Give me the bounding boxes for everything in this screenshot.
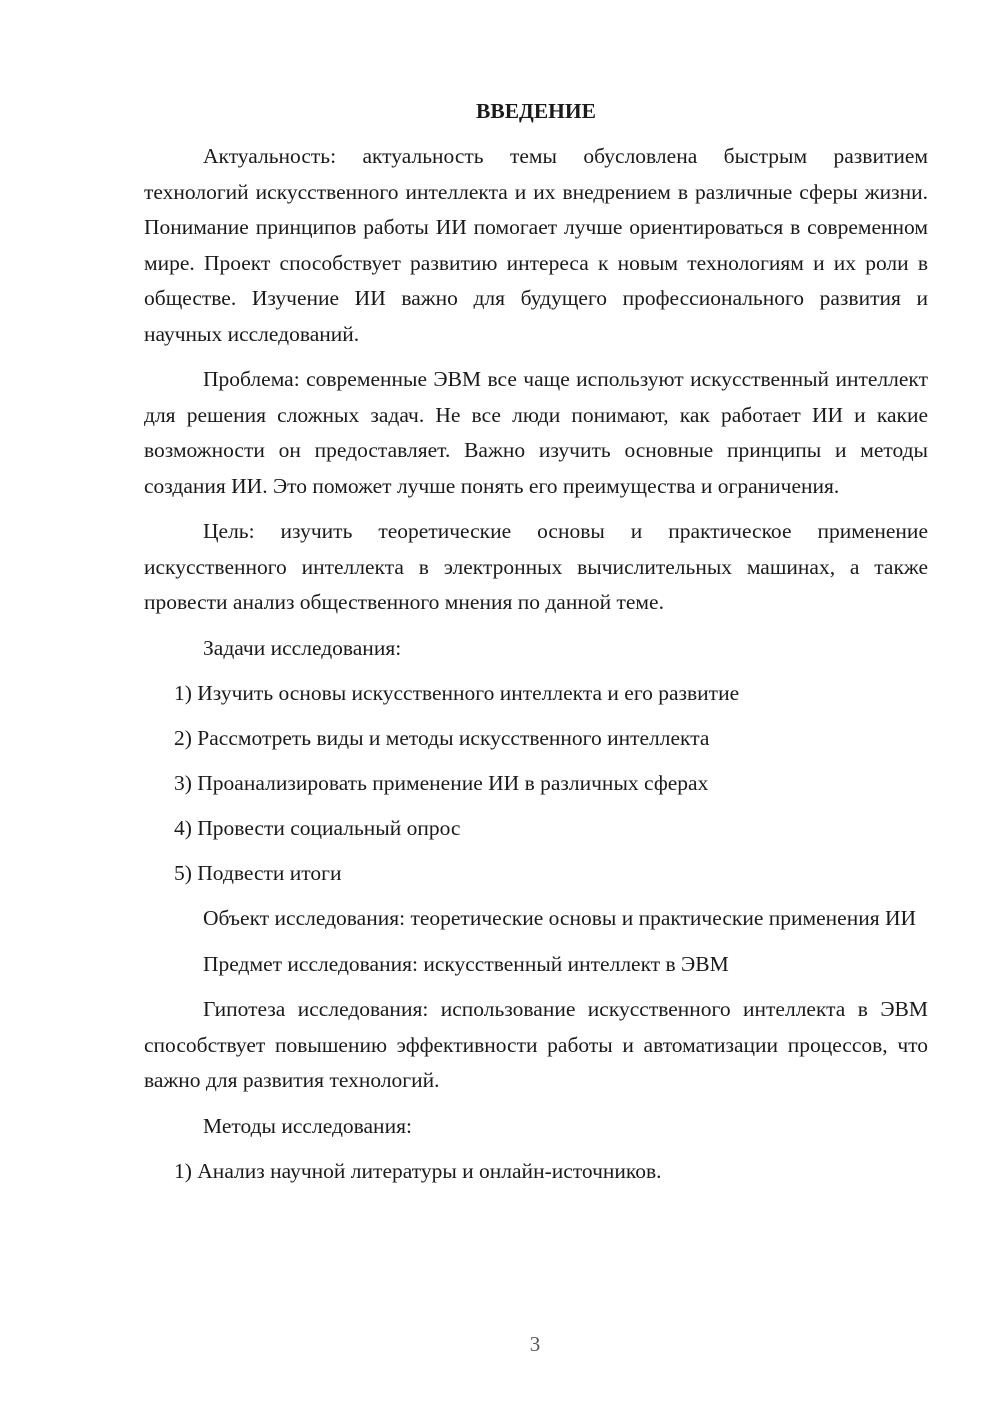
list-item: 2) Рассмотреть виды и методы искусственного интеллекта	[174, 726, 710, 750]
list-item: 1) Анализ научной литературы и онлайн-источников.	[174, 1159, 662, 1183]
list-item: 1) Изучить основы искусственного интеллекта и его развитие	[174, 681, 740, 705]
methods-list	[144, 1154, 928, 1190]
methods-heading: Методы исследования:	[203, 1113, 412, 1138]
problem-paragraph: Проблема: современные ЭВМ все чаще используют искусственный интеллект для решения сложных задач. Не все люди понимают, как работает ИИ и какие возможности он предоставляет. Важно изучить основные принципы и методы создания ИИ. Это поможет лучше понять его преимущества и ограничения.	[144, 367, 928, 498]
hypothesis-paragraph: Гипотеза исследования: использование искусственного интеллекта в ЭВМ способствует повышению эффективности работы и автоматизации процессов, что важно для развития технологий.	[144, 997, 928, 1092]
page-number: 3	[529, 1332, 541, 1356]
page-title: ВВЕДЕНИЕ	[476, 99, 596, 123]
object-paragraph: Объект исследования: теоретические основы и практические применения ИИ	[203, 906, 917, 930]
list-item: 5) Подвести итоги	[174, 861, 342, 885]
list-item: 3) Проанализировать применение ИИ в различных сферах	[174, 771, 709, 795]
subject-paragraph: Предмет исследования: искусственный интеллект в ЭВМ	[203, 951, 729, 976]
list-item: 4) Провести социальный опрос	[174, 816, 461, 840]
document-page	[144, 94, 928, 1199]
relevance-paragraph: Актуальность: актуальность темы обусловлена быстрым развитием технологий искусственного интеллекта и их внедрением в различные сферы жизни. Понимание принципов работы ИИ помогает лучше ориентироваться в современном мире. Проект способствует развитию интереса к новым технологиям и их роли в обществе. Изучение ИИ важно для будущего профессионального развития и научных исследований.	[144, 144, 928, 346]
tasks-list	[144, 676, 928, 892]
goal-paragraph: Цель: изучить теоретические основы и практическое применение искусственного интеллекта в электронных вычислительных машинах, а также провести анализ общественного мнения по данной теме.	[144, 519, 928, 614]
tasks-heading: Задачи исследования:	[203, 635, 402, 660]
